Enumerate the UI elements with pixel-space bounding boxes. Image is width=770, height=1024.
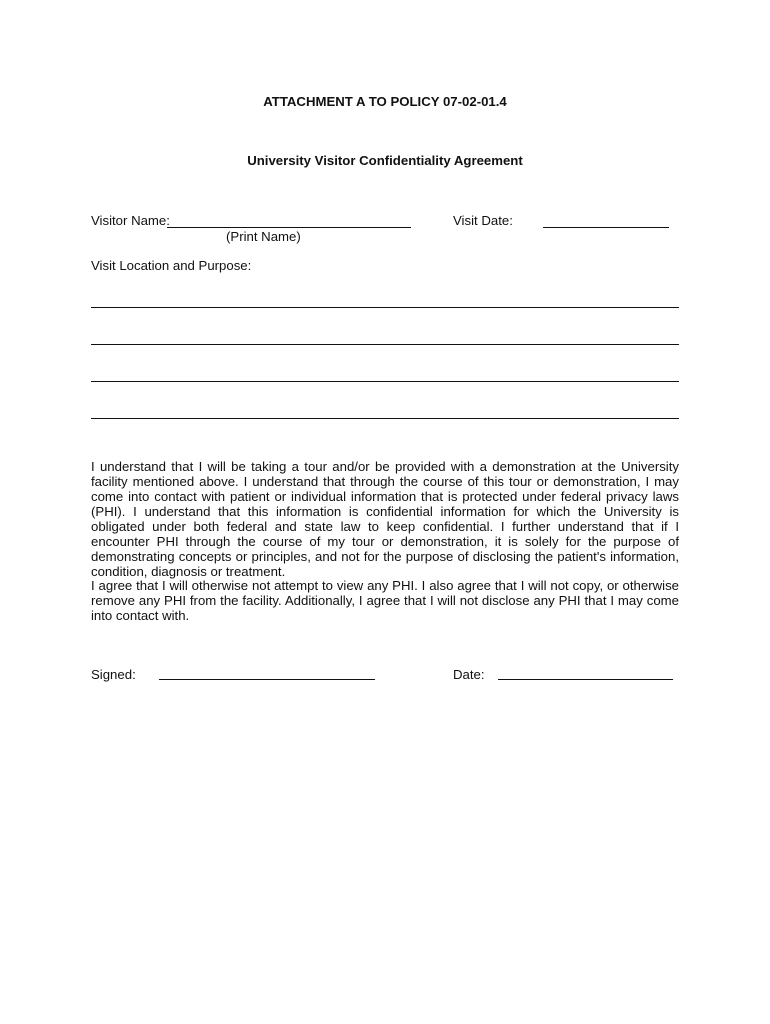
attachment-title: ATTACHMENT A TO POLICY 07-02-01.4 [263, 94, 507, 109]
print-name-hint: (Print Name) [226, 229, 301, 244]
agreement-paragraph-2: I agree that I will otherwise not attempt to view any PHI. I also agree that I will not copy, or otherwise remove any PHI from the facility. Additionally, I agree that I will not disclose any PHI that I may come into contact with. [91, 578, 679, 623]
date-line[interactable] [498, 679, 673, 680]
location-line-3[interactable] [91, 381, 679, 382]
signed-label: Signed: [91, 667, 136, 682]
date-label: Date: [453, 667, 485, 682]
agreement-paragraph-1: I understand that I will be taking a tour and/or be provided with a demonstration at the University facility mentioned above. I understand that through the course of this tour or demonstration, I may come into contact with patient or individual information that is protected under federal privacy laws (PHI). I understand that this information is confidential information for which the University is obligated under both federal and state law to keep confidential. I further understand that if I encounter PHI through the course of my tour or demonstration, it is solely for the purpose of demonstrating concepts or principles, and not for the purpose of disclosing the patient's information, condition, diagnosis or treatment. [91, 459, 679, 579]
form-title: University Visitor Confidentiality Agreement [247, 153, 523, 168]
signature-line[interactable] [159, 679, 375, 680]
visitor-name-line[interactable] [167, 227, 411, 228]
visit-date-label: Visit Date: [453, 213, 513, 228]
location-line-1[interactable] [91, 307, 679, 308]
visitor-name-label: Visitor Name: [91, 213, 170, 228]
location-line-4[interactable] [91, 418, 679, 419]
location-line-2[interactable] [91, 344, 679, 345]
visit-location-label: Visit Location and Purpose: [91, 258, 252, 273]
visit-date-line[interactable] [543, 227, 669, 228]
